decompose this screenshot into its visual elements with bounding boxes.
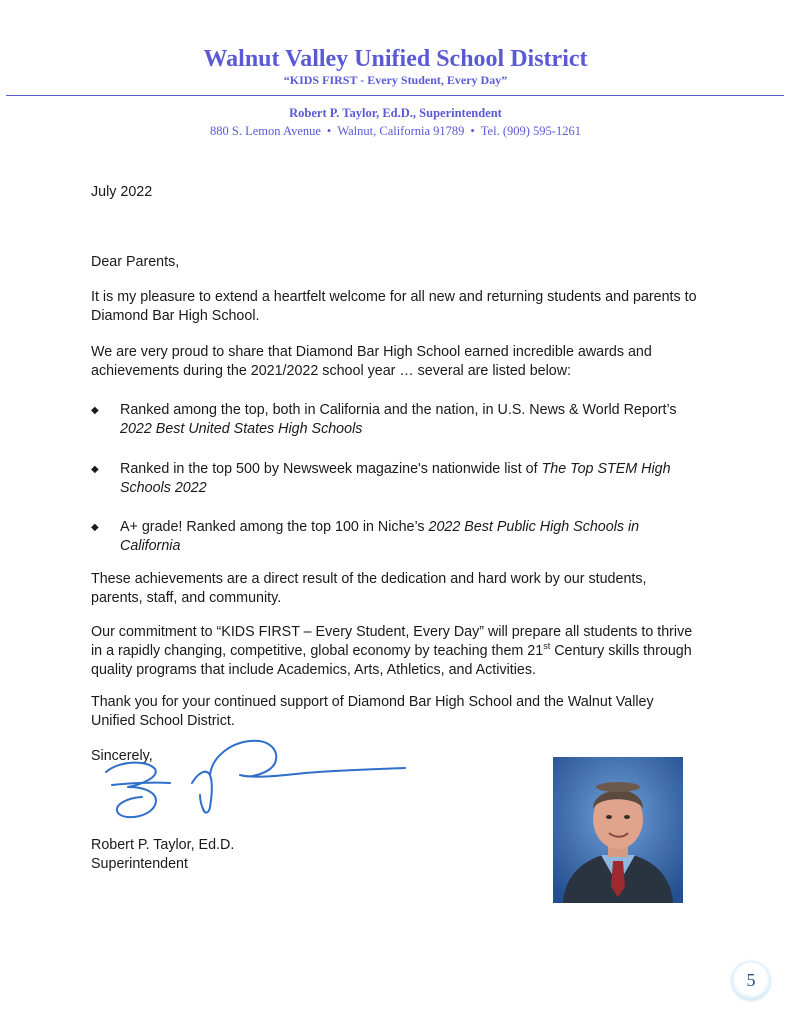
paragraph-commitment: Our commitment to “KIDS FIRST – Every Student, Every Day” will prepare all students to thrive in a rapidly changing, competitive, global economy by teaching them 21st Century skills through quality programs that include Academics, Arts, Athletics, and Activities.	[91, 624, 693, 678]
salutation: Dear Parents,	[91, 254, 180, 270]
page-number-badge	[732, 962, 770, 1000]
bullet-text: A+ grade! Ranked among the top 100 in Niche’s 2022 Best Public High Schools in California	[120, 519, 640, 554]
address-separator: •	[470, 124, 475, 138]
letterhead-divider	[6, 95, 784, 96]
district-address	[0, 124, 791, 139]
address-street: 880 S. Lemon Avenue	[210, 124, 321, 138]
district-motto: “KIDS FIRST - Every Student, Every Day”	[283, 73, 508, 87]
paragraph-dedication: These achievements are a direct result of the dedication and hard work by our students, parents, staff, and community.	[91, 571, 647, 606]
paragraph-thanks: Thank you for your continued support of Diamond Bar High School and the Walnut Valley Unified School District.	[91, 694, 654, 729]
signer-name: Robert P. Taylor, Ed.D.	[91, 837, 235, 853]
paragraph-welcome: It is my pleasure to extend a heartfelt welcome for all new and returning students and parents to Diamond Bar High School.	[91, 289, 697, 324]
bullet-text: Ranked in the top 500 by Newsweek magazine's nationwide list of The Top STEM High Schools 2022	[120, 461, 671, 496]
diamond-bullet-icon: ◆	[91, 522, 99, 533]
address-city: Walnut, California 91789	[337, 124, 465, 138]
address-separator: •	[326, 124, 332, 138]
signer-title: Superintendent	[91, 856, 188, 872]
superintendent-line: Robert P. Taylor, Ed.D., Superintendent	[289, 106, 502, 120]
page-number: 5	[746, 970, 756, 990]
diamond-bullet-icon: ◆	[91, 405, 99, 416]
address-phone: Tel. (909) 595-1261	[480, 124, 581, 138]
handwritten-signature	[100, 735, 420, 830]
closing: Sincerely,	[91, 748, 153, 764]
diamond-bullet-icon: ◆	[91, 464, 99, 475]
bullet-text: Ranked among the top, both in California and the nation, in U.S. News & World Report’s 2022 Best United States High Schools	[120, 402, 677, 437]
paragraph-achievements-intro: We are very proud to share that Diamond Bar High School earned incredible awards and achievements during the 2021/2022 school year … several are listed below:	[91, 344, 652, 379]
letter-date: July 2022	[91, 184, 153, 200]
superintendent-portrait-photo	[553, 757, 683, 903]
district-name: Walnut Valley Unified School District	[203, 46, 588, 72]
